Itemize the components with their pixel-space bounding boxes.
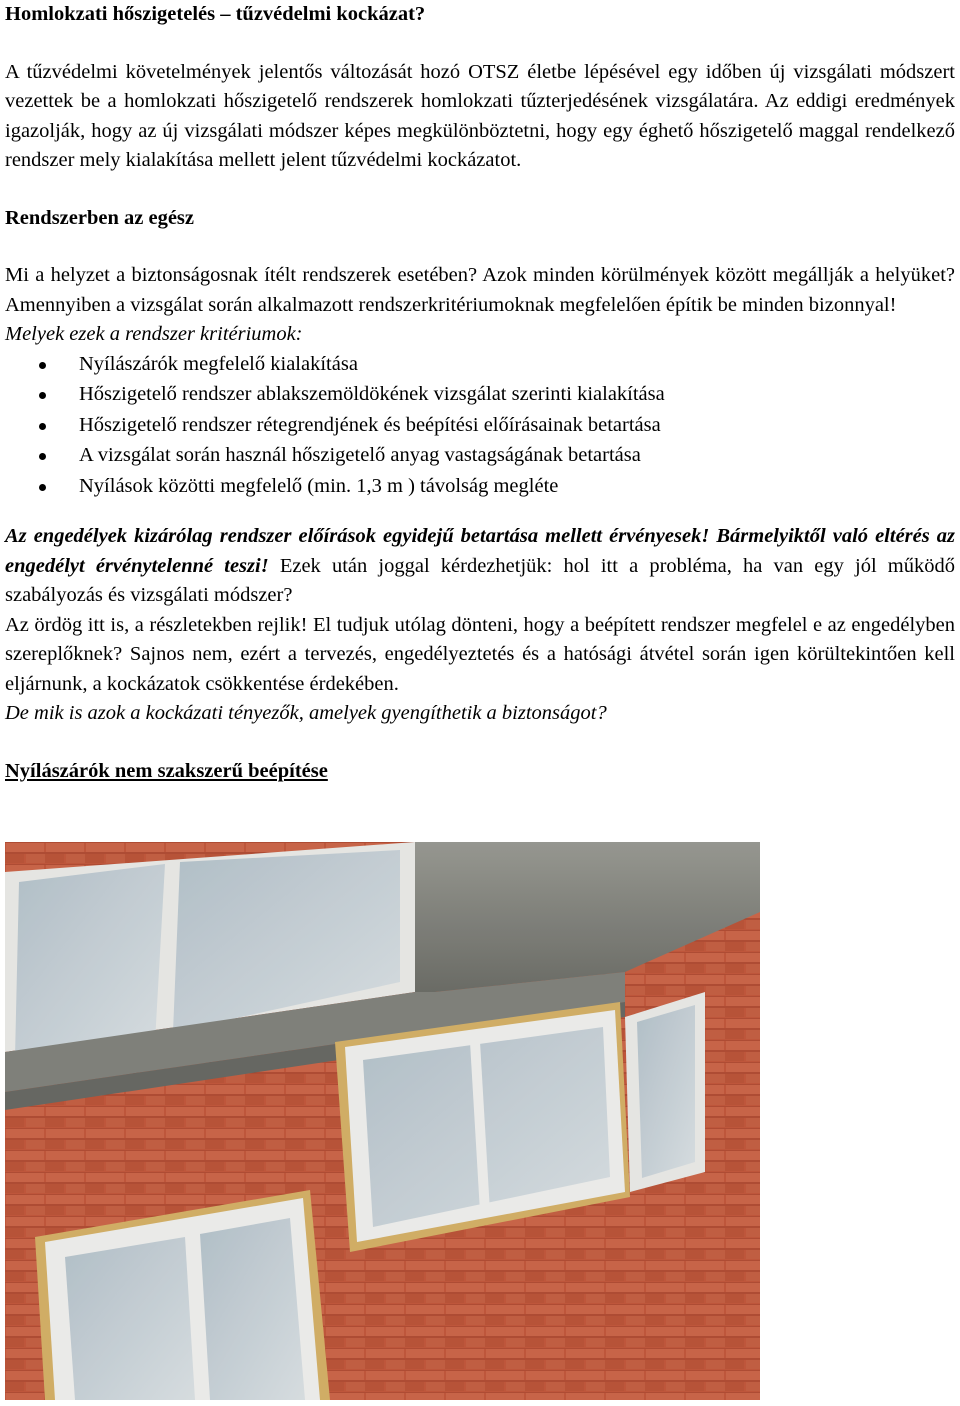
risk-question: De mik is azok a kockázati tényezők, amelyek gyengíthetik a biztonságot?	[5, 702, 607, 724]
photo-heading: Nyílászárók nem szakszerű beépítése	[5, 759, 328, 782]
page-title: Homlokzati hőszigetelés – tűzvédelmi kockázat?	[5, 3, 426, 25]
list-item: Hőszigetelő rendszer ablakszemöldökének vizsgálat szerinti kialakítása	[5, 380, 955, 411]
emphasis-validity: Az engedélyek kizárólag rendszer előírások egyidejű betartása mellett érvényesek!	[5, 525, 710, 547]
list-item: Hőszigetelő rendszer rétegrendjének és beépítési előírásainak betartása	[5, 411, 955, 442]
list-item: A vizsgálat során használ hőszigetelő anyag vastagságának betartása	[5, 441, 955, 472]
bullet-icon	[39, 423, 46, 430]
bullet-icon	[39, 453, 46, 460]
emphasis-paragraph	[5, 522, 955, 611]
list-item: Nyílászárók megfelelő kialakítása	[5, 350, 955, 381]
criteria-list	[5, 350, 955, 503]
list-item: Nyílások közötti megfelelő (min. 1,3 m ) távolság megléte	[5, 472, 955, 503]
bullet-icon	[39, 362, 46, 369]
emphasis-invalidation: Bármelyiktől való eltérés az engedélyt érvénytelenné teszi!	[5, 525, 955, 577]
bullet-icon	[39, 484, 46, 491]
devil-paragraph: Az ördög itt is, a részletekben rejlik! El tudjuk utólag dönteni, hogy a beépített rendszer megfelel e az engedélyben szereplőknek? Sajnos nem, ezért a tervezés, engedélyeztetés és a hatósági átvétel során igen körültekintően kell eljárnunk, a kockázatok csökkentése érdekében.	[5, 613, 955, 695]
follow-up-text: Ezek után joggal kérdezhetjük: hol itt a probléma, ha van egy jól működő szabályozás és vizsgálati módszer?	[5, 554, 955, 606]
section-paragraph: Mi a helyzet a biztonságosnak ítélt rendszerek esetében? Azok minden körülmények között megállják a helyüket? Amennyiben a vizsgálat során alkalmazott rendszerkritériumoknak megfelelően építik be minden bizonnyal!	[5, 264, 955, 316]
intro-paragraph: A tűzvédelmi követelmények jelentős változását hozó OTSZ életbe lépésével egy időben új vizsgálati módszert vezettek be a homlokzati hőszigetelő rendszerek homlokzati tűzterjedésének vizsgálatára. Az eddigi eredmények igazolják, hogy az új vizsgálati módszer képes megkülönböztetni, hogy egy éghető hőszigetelő maggal rendelkező rendszer mely kialakítása mellett jelent tűzvédelmi kockázatot.	[5, 60, 955, 171]
document-page	[5, 0, 955, 786]
bullet-icon	[39, 392, 46, 399]
facade-illustration	[5, 842, 760, 1400]
criteria-intro: Melyek ezek a rendszer kritériumok:	[5, 323, 303, 345]
facade-photo	[5, 842, 760, 1400]
section-heading: Rendszerben az egész	[5, 206, 195, 229]
